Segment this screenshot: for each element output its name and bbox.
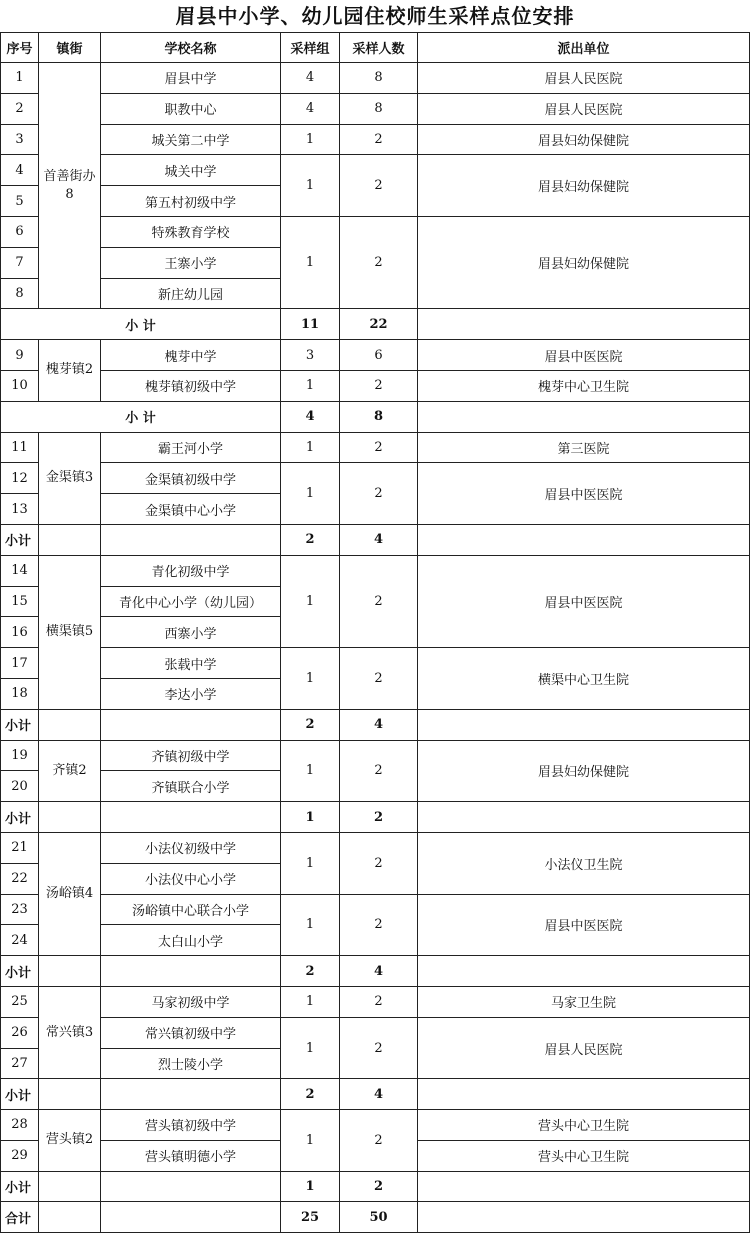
cell-seq: 27: [1, 1048, 39, 1079]
total-row: [1, 1202, 750, 1233]
cell-groups: 1: [281, 463, 340, 525]
subtotal-groups: 1: [281, 1171, 340, 1202]
subtotal-label: 小计: [1, 524, 39, 555]
cell-people: 2: [340, 1110, 418, 1172]
cell-school: 新庄幼儿园: [101, 278, 281, 309]
cell-groups: 1: [281, 986, 340, 1017]
cell-school: 营头镇明德小学: [101, 1140, 281, 1171]
cell-town: 齐镇2: [39, 740, 101, 802]
cell-seq: 20: [1, 771, 39, 802]
cell-school: 烈士陵小学: [101, 1048, 281, 1079]
cell-seq: 16: [1, 617, 39, 648]
subtotal-label: 小计: [1, 956, 39, 987]
subtotal-blank: [39, 524, 101, 555]
cell-people: 8: [340, 93, 418, 124]
cell-seq: 17: [1, 648, 39, 679]
cell-seq: 23: [1, 894, 39, 925]
subtotal-blank: [39, 1171, 101, 1202]
cell-groups: 1: [281, 370, 340, 401]
cell-seq: 6: [1, 216, 39, 247]
table-row: [1, 63, 750, 94]
cell-people: 2: [340, 1017, 418, 1079]
cell-school: 青化初级中学: [101, 555, 281, 586]
cell-seq: 1: [1, 63, 39, 94]
cell-people: 2: [340, 894, 418, 956]
cell-seq: 24: [1, 925, 39, 956]
cell-unit: 眉县妇幼保健院: [418, 124, 750, 155]
subtotal-row: [1, 524, 750, 555]
cell-school: 第五村初级中学: [101, 186, 281, 217]
subtotal-groups: 2: [281, 956, 340, 987]
cell-seq: 12: [1, 463, 39, 494]
subtotal-blank: [101, 956, 281, 987]
total-people: 50: [340, 1202, 418, 1233]
cell-unit: 眉县人民医院: [418, 1017, 750, 1079]
cell-seq: 13: [1, 494, 39, 525]
cell-groups: 1: [281, 155, 340, 217]
header-school: 学校名称: [101, 33, 281, 63]
table-row: [1, 1110, 750, 1141]
subtotal-row: [1, 956, 750, 987]
table-row: [1, 432, 750, 463]
cell-school: 金渠镇中心小学: [101, 494, 281, 525]
cell-groups: 1: [281, 555, 340, 647]
total-blank: [39, 1202, 101, 1233]
subtotal-blank: [39, 802, 101, 833]
cell-seq: 15: [1, 586, 39, 617]
cell-seq: 2: [1, 93, 39, 124]
cell-unit: 眉县人民医院: [418, 93, 750, 124]
table-row: [1, 1017, 750, 1048]
total-blank: [101, 1202, 281, 1233]
subtotal-blank: [101, 1079, 281, 1110]
cell-school: 西寨小学: [101, 617, 281, 648]
cell-people: 8: [340, 63, 418, 94]
table-row: [1, 986, 750, 1017]
cell-groups: 1: [281, 832, 340, 894]
cell-seq: 5: [1, 186, 39, 217]
cell-town: 金渠镇3: [39, 432, 101, 524]
cell-groups: 1: [281, 124, 340, 155]
cell-people: 6: [340, 340, 418, 371]
cell-seq: 26: [1, 1017, 39, 1048]
subtotal-unit: [418, 524, 750, 555]
subtotal-people: 22: [340, 309, 418, 340]
cell-groups: 4: [281, 93, 340, 124]
cell-seq: 7: [1, 247, 39, 278]
subtotal-people: 4: [340, 956, 418, 987]
cell-unit: 营头中心卫生院: [418, 1110, 750, 1141]
cell-town: 营头镇2: [39, 1110, 101, 1172]
subtotal-people: 4: [340, 524, 418, 555]
cell-school: 李达小学: [101, 678, 281, 709]
cell-seq: 4: [1, 155, 39, 186]
subtotal-blank: [39, 956, 101, 987]
subtotal-unit: [418, 956, 750, 987]
subtotal-blank: [101, 709, 281, 740]
subtotal-blank: [101, 524, 281, 555]
cell-people: 2: [340, 370, 418, 401]
sampling-table: [0, 32, 750, 1233]
cell-town: 常兴镇3: [39, 986, 101, 1078]
header-town: 镇街: [39, 33, 101, 63]
header-people: 采样人数: [340, 33, 418, 63]
table-row: [1, 740, 750, 771]
cell-school: 太白山小学: [101, 925, 281, 956]
cell-groups: 1: [281, 894, 340, 956]
subtotal-people: 8: [340, 401, 418, 432]
cell-groups: 1: [281, 740, 340, 802]
cell-school: 职教中心: [101, 93, 281, 124]
cell-seq: 19: [1, 740, 39, 771]
table-row: [1, 216, 750, 247]
cell-seq: 9: [1, 340, 39, 371]
cell-unit: 小法仪卫生院: [418, 832, 750, 894]
total-groups: 25: [281, 1202, 340, 1233]
cell-groups: 1: [281, 1017, 340, 1079]
cell-seq: 18: [1, 678, 39, 709]
cell-school: 张载中学: [101, 648, 281, 679]
subtotal-blank: [101, 1171, 281, 1202]
subtotal-groups: 2: [281, 1079, 340, 1110]
subtotal-groups: 2: [281, 709, 340, 740]
table-row: [1, 463, 750, 494]
cell-unit: 眉县妇幼保健院: [418, 155, 750, 217]
cell-school: 霸王河小学: [101, 432, 281, 463]
cell-seq: 10: [1, 370, 39, 401]
subtotal-row: [1, 1079, 750, 1110]
cell-unit: 眉县中医医院: [418, 555, 750, 647]
subtotal-row: [1, 802, 750, 833]
table-row: [1, 648, 750, 679]
subtotal-label: 小 计: [1, 401, 281, 432]
cell-school: 城关第二中学: [101, 124, 281, 155]
subtotal-label: 小计: [1, 709, 39, 740]
cell-groups: 4: [281, 63, 340, 94]
subtotal-groups: 1: [281, 802, 340, 833]
cell-school: 齐镇初级中学: [101, 740, 281, 771]
subtotal-blank: [39, 709, 101, 740]
cell-unit: 横渠中心卫生院: [418, 648, 750, 710]
table-row: [1, 370, 750, 401]
cell-groups: 1: [281, 1110, 340, 1172]
cell-school: 小法仪初级中学: [101, 832, 281, 863]
cell-unit: 眉县妇幼保健院: [418, 740, 750, 802]
cell-town: 槐芽镇2: [39, 340, 101, 402]
header-groups: 采样组: [281, 33, 340, 63]
cell-school: 常兴镇初级中学: [101, 1017, 281, 1048]
cell-unit: 第三医院: [418, 432, 750, 463]
table-row: [1, 555, 750, 586]
cell-school: 营头镇初级中学: [101, 1110, 281, 1141]
cell-people: 2: [340, 648, 418, 710]
cell-groups: 1: [281, 216, 340, 308]
cell-unit: 眉县中医医院: [418, 340, 750, 371]
cell-school: 槐芽镇初级中学: [101, 370, 281, 401]
cell-people: 2: [340, 216, 418, 308]
cell-unit: 眉县中医医院: [418, 463, 750, 525]
cell-town: 首善街办8: [39, 63, 101, 309]
table-row: [1, 832, 750, 863]
cell-people: 2: [340, 463, 418, 525]
table-row: [1, 124, 750, 155]
subtotal-unit: [418, 401, 750, 432]
cell-seq: 3: [1, 124, 39, 155]
subtotal-people: 2: [340, 802, 418, 833]
subtotal-row: [1, 709, 750, 740]
subtotal-unit: [418, 1171, 750, 1202]
subtotal-row: [1, 1171, 750, 1202]
cell-people: 2: [340, 740, 418, 802]
table-header-row: [1, 33, 750, 63]
cell-school: 齐镇联合小学: [101, 771, 281, 802]
subtotal-groups: 11: [281, 309, 340, 340]
cell-unit: 槐芽中心卫生院: [418, 370, 750, 401]
cell-seq: 11: [1, 432, 39, 463]
subtotal-unit: [418, 709, 750, 740]
cell-school: 王寨小学: [101, 247, 281, 278]
cell-school: 槐芽中学: [101, 340, 281, 371]
cell-school: 青化中心小学（幼儿园）: [101, 586, 281, 617]
table-row: [1, 155, 750, 186]
subtotal-blank: [39, 1079, 101, 1110]
subtotal-groups: 2: [281, 524, 340, 555]
cell-unit: 眉县妇幼保健院: [418, 216, 750, 308]
table-row: [1, 93, 750, 124]
subtotal-unit: [418, 309, 750, 340]
subtotal-label: 小计: [1, 802, 39, 833]
cell-school: 汤峪镇中心联合小学: [101, 894, 281, 925]
cell-town: 汤峪镇4: [39, 832, 101, 955]
cell-people: 2: [340, 832, 418, 894]
subtotal-blank: [101, 802, 281, 833]
cell-people: 2: [340, 986, 418, 1017]
cell-groups: 1: [281, 432, 340, 463]
cell-people: 2: [340, 432, 418, 463]
subtotal-label: 小计: [1, 1079, 39, 1110]
cell-people: 2: [340, 155, 418, 217]
cell-seq: 14: [1, 555, 39, 586]
header-seq: 序号: [1, 33, 39, 63]
cell-school: 特殊教育学校: [101, 216, 281, 247]
cell-people: 2: [340, 555, 418, 647]
subtotal-unit: [418, 802, 750, 833]
subtotal-unit: [418, 1079, 750, 1110]
cell-unit: 眉县中医医院: [418, 894, 750, 956]
subtotal-people: 4: [340, 709, 418, 740]
cell-people: 2: [340, 124, 418, 155]
cell-seq: 8: [1, 278, 39, 309]
table-row: [1, 340, 750, 371]
total-label: 合计: [1, 1202, 39, 1233]
cell-school: 马家初级中学: [101, 986, 281, 1017]
subtotal-people: 2: [340, 1171, 418, 1202]
total-unit: [418, 1202, 750, 1233]
subtotal-people: 4: [340, 1079, 418, 1110]
cell-unit: 马家卫生院: [418, 986, 750, 1017]
cell-seq: 21: [1, 832, 39, 863]
subtotal-row: [1, 401, 750, 432]
cell-unit: 眉县人民医院: [418, 63, 750, 94]
cell-town: 横渠镇5: [39, 555, 101, 709]
table-row: [1, 894, 750, 925]
cell-school: 小法仪中心小学: [101, 863, 281, 894]
subtotal-row: [1, 309, 750, 340]
cell-unit: 营头中心卫生院: [418, 1140, 750, 1171]
cell-seq: 29: [1, 1140, 39, 1171]
cell-groups: 1: [281, 648, 340, 710]
cell-school: 金渠镇初级中学: [101, 463, 281, 494]
header-unit: 派出单位: [418, 33, 750, 63]
cell-school: 城关中学: [101, 155, 281, 186]
cell-school: 眉县中学: [101, 63, 281, 94]
subtotal-groups: 4: [281, 401, 340, 432]
cell-groups: 3: [281, 340, 340, 371]
cell-seq: 28: [1, 1110, 39, 1141]
subtotal-label: 小计: [1, 1171, 39, 1202]
cell-seq: 25: [1, 986, 39, 1017]
cell-seq: 22: [1, 863, 39, 894]
page-title: 眉县中小学、幼儿园住校师生采样点位安排: [175, 4, 575, 28]
subtotal-label: 小 计: [1, 309, 281, 340]
